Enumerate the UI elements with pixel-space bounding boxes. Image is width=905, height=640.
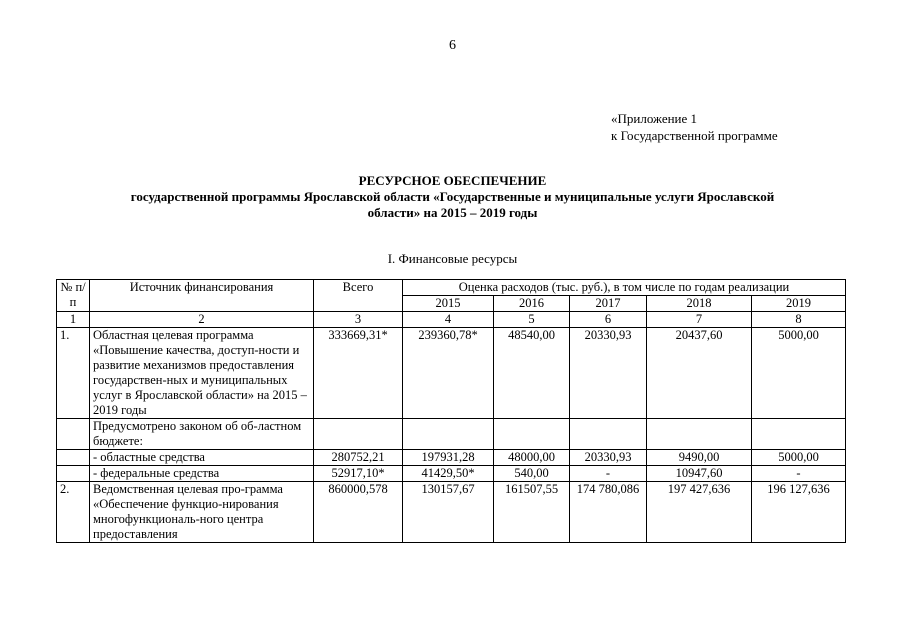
cell-2017: 20330,93 [570, 450, 647, 466]
cell-2017: - [570, 466, 647, 482]
cell-total [314, 419, 403, 450]
appendix-line-2: к Государственной программе [611, 128, 778, 143]
cell-total: 280752,21 [314, 450, 403, 466]
cell-num [57, 466, 90, 482]
header-total: Всего [314, 280, 403, 312]
page-number: 6 [449, 38, 456, 53]
column-number: 4 [403, 312, 494, 328]
document-title [55, 173, 850, 221]
cell-2019: 5000,00 [752, 328, 846, 419]
appendix-line-1: «Приложение 1 [611, 111, 698, 126]
title-line-1: РЕСУРСНОЕ ОБЕСПЕЧЕНИЕ [358, 173, 547, 188]
cell-2017 [570, 419, 647, 450]
cell-2015 [403, 419, 494, 450]
cell-2019: - [752, 466, 846, 482]
cell-2016: 48000,00 [494, 450, 570, 466]
cell-num: 1. [57, 328, 90, 419]
section-title: I. Финансовые ресурсы [387, 251, 518, 266]
header-num: № п/п [57, 280, 90, 312]
cell-total: 52917,10* [314, 466, 403, 482]
column-number: 5 [494, 312, 570, 328]
resources-table [56, 279, 846, 543]
cell-2018 [647, 419, 752, 450]
cell-2015: 41429,50* [403, 466, 494, 482]
column-number: 1 [57, 312, 90, 328]
cell-2016 [494, 419, 570, 450]
column-number: 8 [752, 312, 846, 328]
table-row [57, 328, 846, 419]
cell-num [57, 419, 90, 450]
cell-2016: 540,00 [494, 466, 570, 482]
column-number: 3 [314, 312, 403, 328]
cell-2016: 161507,55 [494, 482, 570, 543]
header-year: 2019 [752, 296, 846, 312]
cell-source: Предусмотрено законом об об-ластном бюджете: [90, 419, 314, 450]
cell-2016: 48540,00 [494, 328, 570, 419]
table-row [57, 466, 846, 482]
header-estimate: Оценка расходов (тыс. руб.), в том числе по годам реализации [403, 280, 846, 296]
header-year: 2015 [403, 296, 494, 312]
cell-2017: 20330,93 [570, 328, 647, 419]
cell-2019 [752, 419, 846, 450]
cell-source: - областные средства [90, 450, 314, 466]
cell-2017: 174 780,086 [570, 482, 647, 543]
cell-source: Ведомственная целевая про-грамма «Обеспечение функцио-нирования многофункциональ-ного центра предоставления [90, 482, 314, 543]
cell-total: 333669,31* [314, 328, 403, 419]
header-row [57, 280, 846, 296]
table-row [57, 450, 846, 466]
cell-2018: 197 427,636 [647, 482, 752, 543]
cell-2019: 5000,00 [752, 450, 846, 466]
title-line-2: государственной программы Ярославской области «Государственные и муниципальные услуги Ярославской [130, 189, 775, 204]
table-row [57, 419, 846, 450]
cell-num: 2. [57, 482, 90, 543]
cell-source: - федеральные средства [90, 466, 314, 482]
header-year: 2018 [647, 296, 752, 312]
header-year: 2017 [570, 296, 647, 312]
appendix-note [611, 110, 778, 144]
column-numbers-row [57, 312, 846, 328]
table-row [57, 482, 846, 543]
cell-2015: 239360,78* [403, 328, 494, 419]
column-number: 2 [90, 312, 314, 328]
cell-2019: 196 127,636 [752, 482, 846, 543]
header-year: 2016 [494, 296, 570, 312]
column-number: 7 [647, 312, 752, 328]
header-source: Источник финансирования [90, 280, 314, 312]
cell-total: 860000,578 [314, 482, 403, 543]
cell-num [57, 450, 90, 466]
cell-2018: 10947,60 [647, 466, 752, 482]
cell-source: Областная целевая программа «Повышение качества, доступ-ности и развитие механизмов предоставления государствен-ных и муниципальных услуг в Ярославской области» на 2015 – 2019 годы [90, 328, 314, 419]
cell-2018: 9490,00 [647, 450, 752, 466]
column-number: 6 [570, 312, 647, 328]
title-line-3: области» на 2015 – 2019 годы [367, 205, 538, 220]
cell-2015: 130157,67 [403, 482, 494, 543]
cell-2018: 20437,60 [647, 328, 752, 419]
cell-2015: 197931,28 [403, 450, 494, 466]
